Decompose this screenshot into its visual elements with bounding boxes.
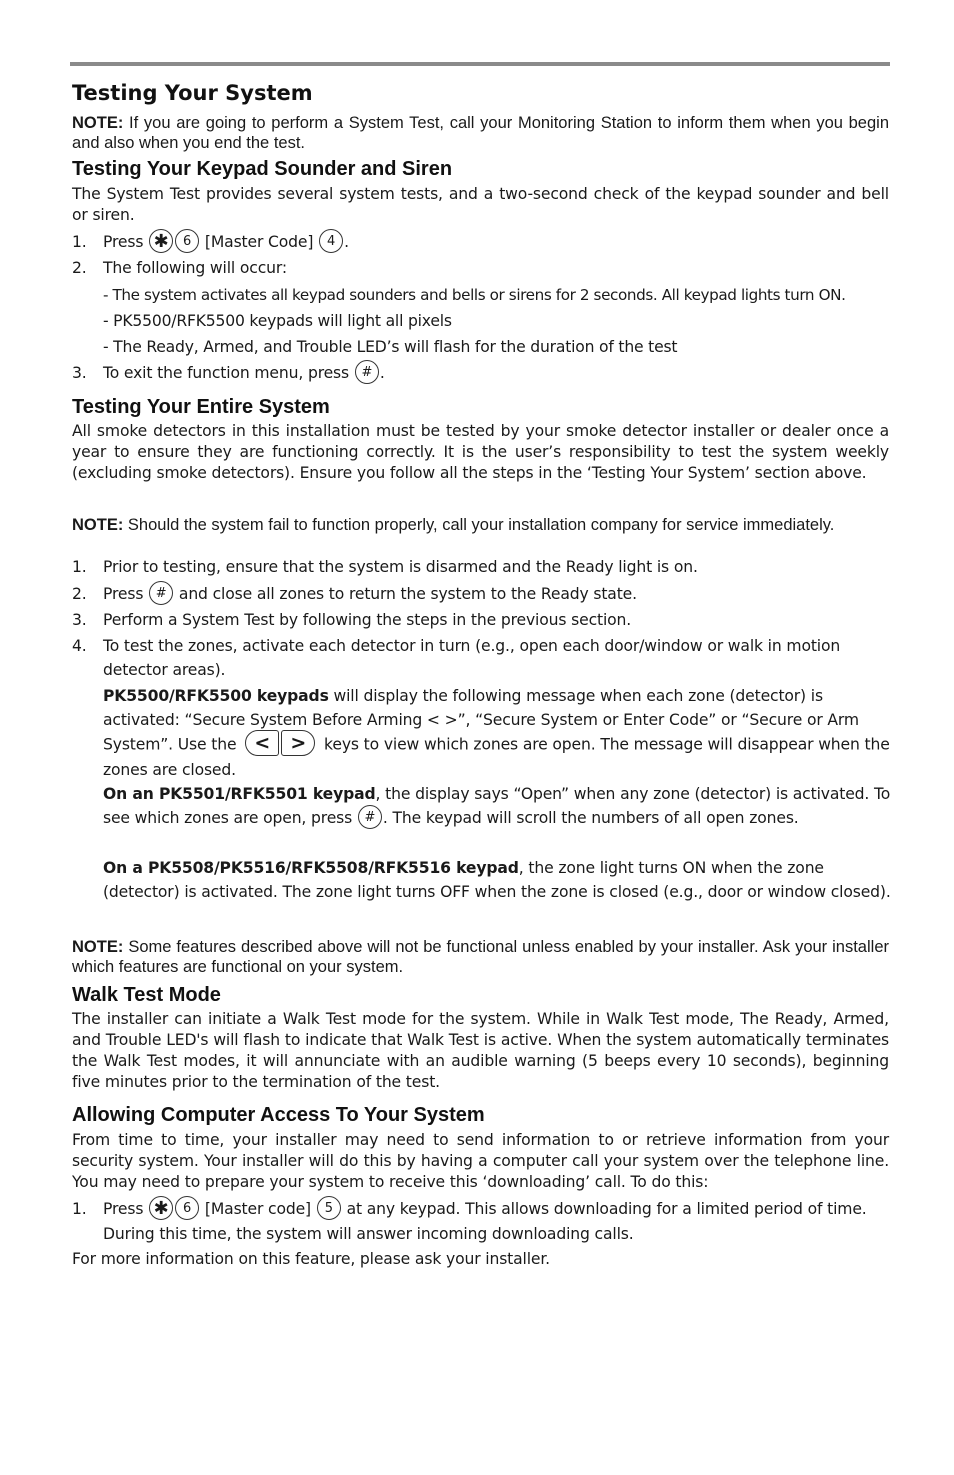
heading-sounder: Testing Your Keypad Sounder and Siren bbox=[72, 158, 453, 180]
step-text: at any keypad. This allows downloading for a limited period of time. During this time, the system will answer incoming downloading calls. bbox=[103, 1200, 867, 1243]
step-text: . bbox=[344, 233, 349, 251]
page-title: Testing Your System bbox=[72, 81, 313, 105]
step-number: 2. bbox=[72, 259, 87, 277]
walk-test-text: The installer can initiate a Walk Test mode for the system. While in Walk Test mode, The Ready, Armed, and Trouble LED's will flash to indicate that Walk Test is active. When the system automatically terminates the Walk Test modes, it will annunciate with an audible warning (5 beeps every 10 seconds), beginning five minutes prior to the termination of the test. bbox=[72, 1010, 889, 1091]
heading-computer-access: Allowing Computer Access To Your System bbox=[72, 1104, 485, 1126]
heading-entire-system: Testing Your Entire System bbox=[72, 396, 330, 418]
hash-key-icon: # bbox=[355, 360, 379, 384]
keypad-pk5501-paragraph bbox=[103, 782, 891, 831]
paragraph-text: keys to view which zones are open. The message will disappear when the zones are closed. bbox=[103, 735, 890, 779]
step-number: 1. bbox=[72, 1200, 87, 1218]
six-key-icon: 6 bbox=[175, 1196, 199, 1220]
step-number: 4. bbox=[72, 637, 87, 655]
step-number: 1. bbox=[72, 558, 87, 576]
step-text: Perform a System Test by following the steps in the previous section. bbox=[103, 611, 632, 629]
step-number: 2. bbox=[72, 585, 87, 603]
note-monitoring bbox=[72, 113, 889, 153]
six-key-icon: 6 bbox=[175, 229, 199, 253]
right-arrow-key-icon: > bbox=[281, 730, 315, 756]
step-text: Press bbox=[103, 585, 144, 603]
scroll-keys bbox=[245, 730, 315, 756]
keypad-model: On an PK5501/RFK5501 keypad bbox=[103, 785, 376, 803]
step-text: [Master code] bbox=[204, 1200, 311, 1218]
note-label: NOTE: bbox=[72, 114, 124, 132]
step-text: To test the zones, activate each detector in turn (e.g., open each door/window or walk in motion detector areas). bbox=[103, 637, 841, 679]
note-text: If you are going to perform a System Test, call your Monitoring Station to inform them when you begin and also when you end the test. bbox=[72, 114, 889, 152]
hash-key-icon: # bbox=[149, 581, 173, 605]
paragraph-text: . The keypad will scroll the numbers of all open zones. bbox=[382, 809, 799, 827]
top-rule bbox=[70, 62, 890, 66]
paragraph-text: , the zone light turns ON when the zone (detector) is activated. The zone light turns OFF when the zone is closed (e.g., door or window closed). bbox=[103, 859, 891, 901]
step-text: The following will occur: bbox=[103, 259, 287, 277]
entire-intro: All smoke detectors in this installation must be tested by your smoke detector installer or dealer once a year to ensure they are functioning correctly. It is the user’s responsibility to test the system weekly (excluding smoke detectors). Ensure you follow all the steps in the ‘Testing Your System’ section above. bbox=[72, 422, 889, 482]
step-text: Press bbox=[103, 233, 144, 251]
access-footer: For more information on this feature, please ask your installer. bbox=[72, 1250, 550, 1268]
sounder-intro: The System Test provides several system tests, and a two-second check of the keypad sounder and bell or siren. bbox=[72, 185, 889, 224]
four-key-icon: 4 bbox=[319, 229, 343, 253]
note-text: Some features described above will not be functional unless enabled by your installer. Ask your installer which features are functional on your system. bbox=[72, 938, 889, 976]
paragraph-text: will display the following message when each zone (detector) is activated: “Secure System Before Arming < >”, “Secure System or Enter Code” or “Secure or Arm System”. Use the bbox=[103, 687, 859, 754]
step-text: [Master Code] bbox=[204, 233, 314, 251]
keypad-model: PK5500/RFK5500 keypads bbox=[103, 687, 329, 705]
step-text: Press bbox=[103, 1200, 144, 1218]
note-failure bbox=[72, 515, 889, 535]
hash-key-icon: # bbox=[358, 805, 382, 829]
sounder-sub-3: - The Ready, Armed, and Trouble LED’s will flash for the duration of the test bbox=[103, 338, 678, 356]
heading-walk-test: Walk Test Mode bbox=[72, 984, 221, 1006]
note-features bbox=[72, 937, 889, 977]
star-key-icon: ✱ bbox=[149, 1196, 173, 1220]
keypad-pk5508-paragraph bbox=[103, 856, 891, 904]
sounder-sub-2: - PK5500/RFK5500 keypads will light all pixels bbox=[103, 312, 452, 330]
step-number: 1. bbox=[72, 233, 87, 251]
access-intro: From time to time, your installer may need to send information to or retrieve information from your security system. Your installer will do this by having a computer call your system over the telephone line. You may need to prepare your system to receive this ‘downloading’ call. To do this: bbox=[72, 1131, 889, 1191]
paragraph-text: , the display says “Open” when any zone (detector) is activated. To see which zones are open, press bbox=[103, 785, 891, 827]
note-label: NOTE: bbox=[72, 516, 124, 534]
step-number: 3. bbox=[72, 364, 87, 382]
keypad-pk5500-paragraph bbox=[103, 684, 891, 782]
step-text: and close all zones to return the system to the Ready state. bbox=[178, 585, 637, 603]
step-text: Prior to testing, ensure that the system is disarmed and the Ready light is on. bbox=[103, 558, 698, 576]
sounder-sub-1: - The system activates all keypad sounders and bells or sirens for 2 seconds. All keypad lights turn ON. bbox=[103, 286, 846, 304]
star-key-icon: ✱ bbox=[149, 229, 173, 253]
keypad-model: On a PK5508/PK5516/RFK5508/RFK5516 keypad bbox=[103, 859, 519, 877]
five-key-icon: 5 bbox=[317, 1196, 341, 1220]
note-text: Should the system fail to function properly, call your installation company for service immediately. bbox=[123, 516, 835, 534]
left-arrow-key-icon: < bbox=[245, 730, 279, 756]
step-number: 3. bbox=[72, 611, 87, 629]
note-label: NOTE: bbox=[72, 938, 124, 956]
step-text: To exit the function menu, press bbox=[103, 364, 350, 382]
step-text: . bbox=[379, 364, 385, 382]
